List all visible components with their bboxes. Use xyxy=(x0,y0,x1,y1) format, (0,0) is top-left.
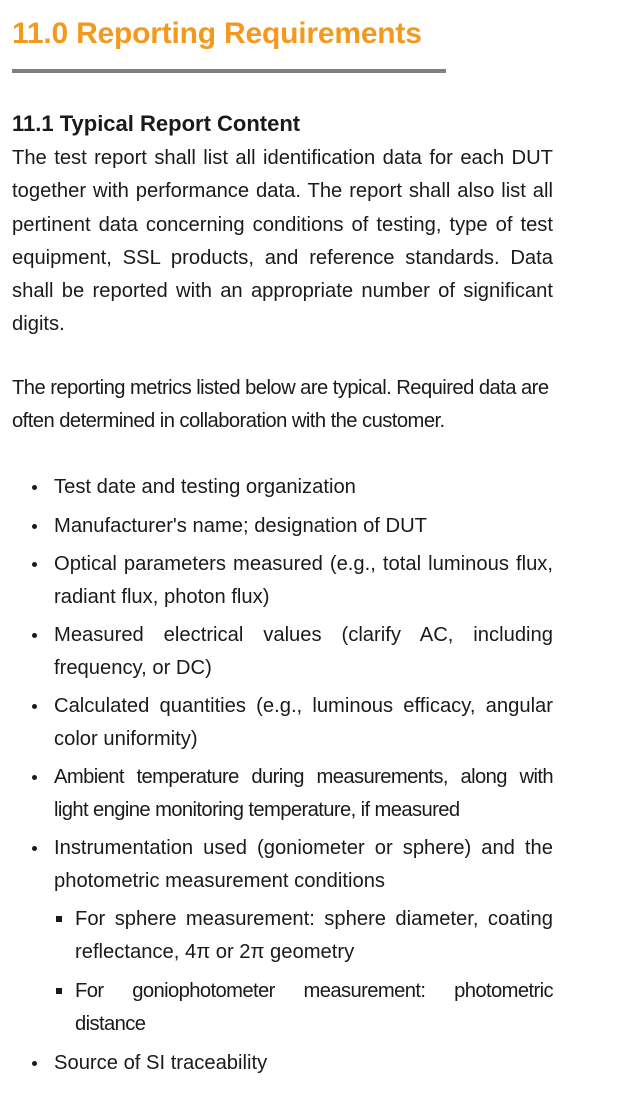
list-item-text: Manufacturer's name; designation of DUT xyxy=(54,514,428,537)
list-item xyxy=(12,548,553,613)
subsection-heading: 11.1 Typical Report Content xyxy=(12,111,301,136)
sub-list-item-text: For goniophotometer measurement: photometric distance xyxy=(75,980,553,1036)
list-item-text: Instrumentation used (goniometer or sphere) and the photometric measurement conditions xyxy=(54,837,553,892)
bullet-icon xyxy=(32,562,37,567)
document-page xyxy=(12,0,553,1086)
list-item xyxy=(12,471,553,504)
bullet-icon xyxy=(32,485,37,490)
sub-list xyxy=(54,903,553,1041)
bullet-icon xyxy=(32,1061,37,1066)
list-item xyxy=(12,619,553,684)
bullet-icon xyxy=(32,846,37,851)
bullet-icon xyxy=(32,775,37,780)
list-item xyxy=(12,510,553,543)
square-bullet-icon xyxy=(56,916,62,922)
square-bullet-icon xyxy=(56,988,62,994)
list-item-text: Source of SI traceability xyxy=(54,1052,268,1075)
body-paragraph-2: The reporting metrics listed below are typical. Required data are often determined in collaboration with the customer. xyxy=(12,376,549,433)
sub-list-item-text: For sphere measurement: sphere diameter, coating reflectance, 4π or 2π geometry xyxy=(75,908,553,964)
sub-list-item xyxy=(54,975,553,1041)
list-item-text: Test date and testing organization xyxy=(54,476,356,499)
sub-list-item xyxy=(54,903,553,969)
list-item-text: Ambient temperature during measurements, along with light engine monitoring temperature, if measured xyxy=(54,766,553,821)
list-item xyxy=(12,1047,553,1080)
body-paragraph-1: The test report shall list all identification data for each DUT together with performance data. The report shall also list all pertinent data concerning conditions of testing, type of test equipment, SSL products, and reference standards. Data shall be reported with an appropriate number of significant digits. xyxy=(12,147,553,336)
metrics-list xyxy=(12,471,553,1080)
list-item xyxy=(12,690,553,755)
section-heading: 11.0 Reporting Requirements xyxy=(12,17,422,50)
bullet-icon xyxy=(32,633,37,638)
heading-divider xyxy=(12,69,446,73)
list-item-text: Optical parameters measured (e.g., total luminous flux, radiant flux, photon flux) xyxy=(54,553,553,608)
list-item-text: Calculated quantities (e.g., luminous efficacy, angular color uniformity) xyxy=(54,695,553,750)
bullet-icon xyxy=(32,524,37,529)
bullet-icon xyxy=(32,704,37,709)
list-item xyxy=(12,761,553,826)
list-item-text: Measured electrical values (clarify AC, including frequency, or DC) xyxy=(54,624,553,679)
list-item xyxy=(12,832,553,1041)
